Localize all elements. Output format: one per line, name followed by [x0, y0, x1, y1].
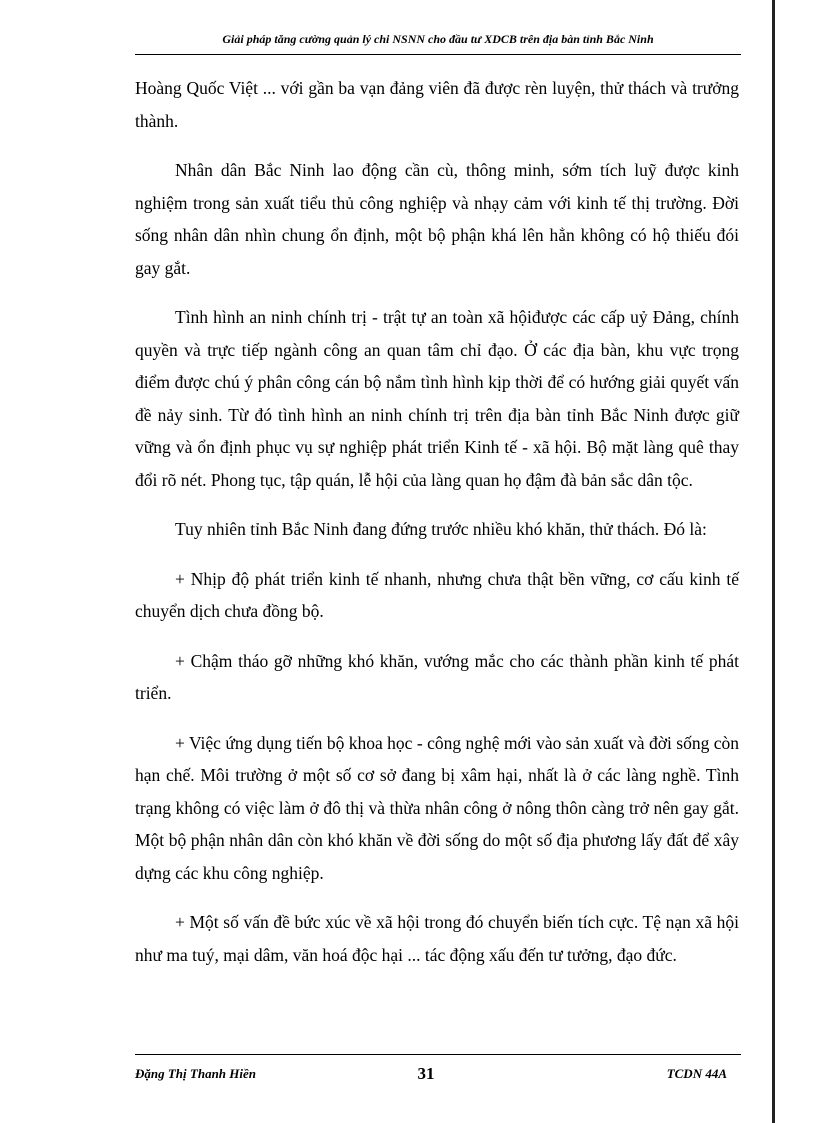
paragraph: Tình hình an ninh chính trị - trật tự an toàn xã hộiđược các cấp uỷ Đảng, chính quyền và trực tiếp ngành công an quan tâm chỉ đạo. Ở các địa bàn, khu vực trọng điểm được chú ý phân công cán bộ nắm tình hình kịp thời để có hướng giải quyết vấn đề nảy sinh. Từ đó tình hình an ninh chính trị trên địa bàn tỉnh Bắc Ninh được giữ vững và ổn định phục vụ sự nghiệp phát triển Kinh tế - xã hội. Bộ mặt làng quê thay đổi rõ nét. Phong tục, tập quán, lễ hội của làng quan họ đậm đà bản sắc dân tộc.	[135, 307, 739, 490]
footer-author: Đặng Thị Thanh Hiền	[135, 1066, 257, 1081]
footer-class-code: TCDN 44A	[666, 1066, 727, 1081]
page-edge-line	[772, 0, 775, 1123]
list-item: + Chậm tháo gỡ những khó khăn, vướng mắc cho các thành phần kinh tế phát triển.	[135, 650, 739, 703]
list-item: + Nhịp độ phát triển kinh tế nhanh, nhưng chưa thật bền vững, cơ cấu kinh tế chuyển dịch chưa đồng bộ.	[135, 568, 739, 621]
footer-rule	[135, 1054, 741, 1055]
paragraph: Nhân dân Bắc Ninh lao động cần cù, thông minh, sớm tích luỹ được kinh nghiệm trong sản xuất tiểu thủ công nghiệp và nhạy cảm với kinh tế thị trường. Đời sống nhân dân nhìn chung ổn định, một bộ phận khá lên hẳn không có hộ thiếu đói gay gắt.	[135, 160, 739, 278]
running-header: Giải pháp tăng cường quản lý chi NSNN cho đầu tư XDCB trên địa bàn tỉnh Bắc Ninh	[222, 32, 654, 46]
body-text	[135, 72, 739, 988]
header-rule	[135, 54, 741, 55]
paragraph: Hoàng Quốc Việt ... với gần ba vạn đảng viên đã được rèn luyện, thử thách và trưởng thành.	[135, 78, 739, 131]
paragraph: Tuy nhiên tỉnh Bắc Ninh đang đứng trước nhiều khó khăn, thử thách. Đó là:	[175, 519, 707, 539]
page-footer	[135, 1064, 741, 1088]
page-number: 31	[417, 1064, 435, 1083]
list-item: + Một số vấn đề bức xúc về xã hội trong đó chuyển biến tích cực. Tệ nạn xã hội như ma tuý, mại dâm, văn hoá độc hại ... tác động xấu đến tư tưởng, đạo đức.	[135, 912, 739, 965]
list-item: + Việc ứng dụng tiến bộ khoa học - công nghệ mới vào sản xuất và đời sống còn hạn chế. Môi trường ở một số cơ sở đang bị xâm hại, nhất là ở các làng nghề. Tình trạng không có việc làm ở đô thị và thừa nhân công ở nông thôn càng trở nên gay gắt. Một bộ phận nhân dân còn khó khăn về đời sống do một số địa phương lấy đất để xây dựng các khu công nghiệp.	[135, 732, 739, 883]
